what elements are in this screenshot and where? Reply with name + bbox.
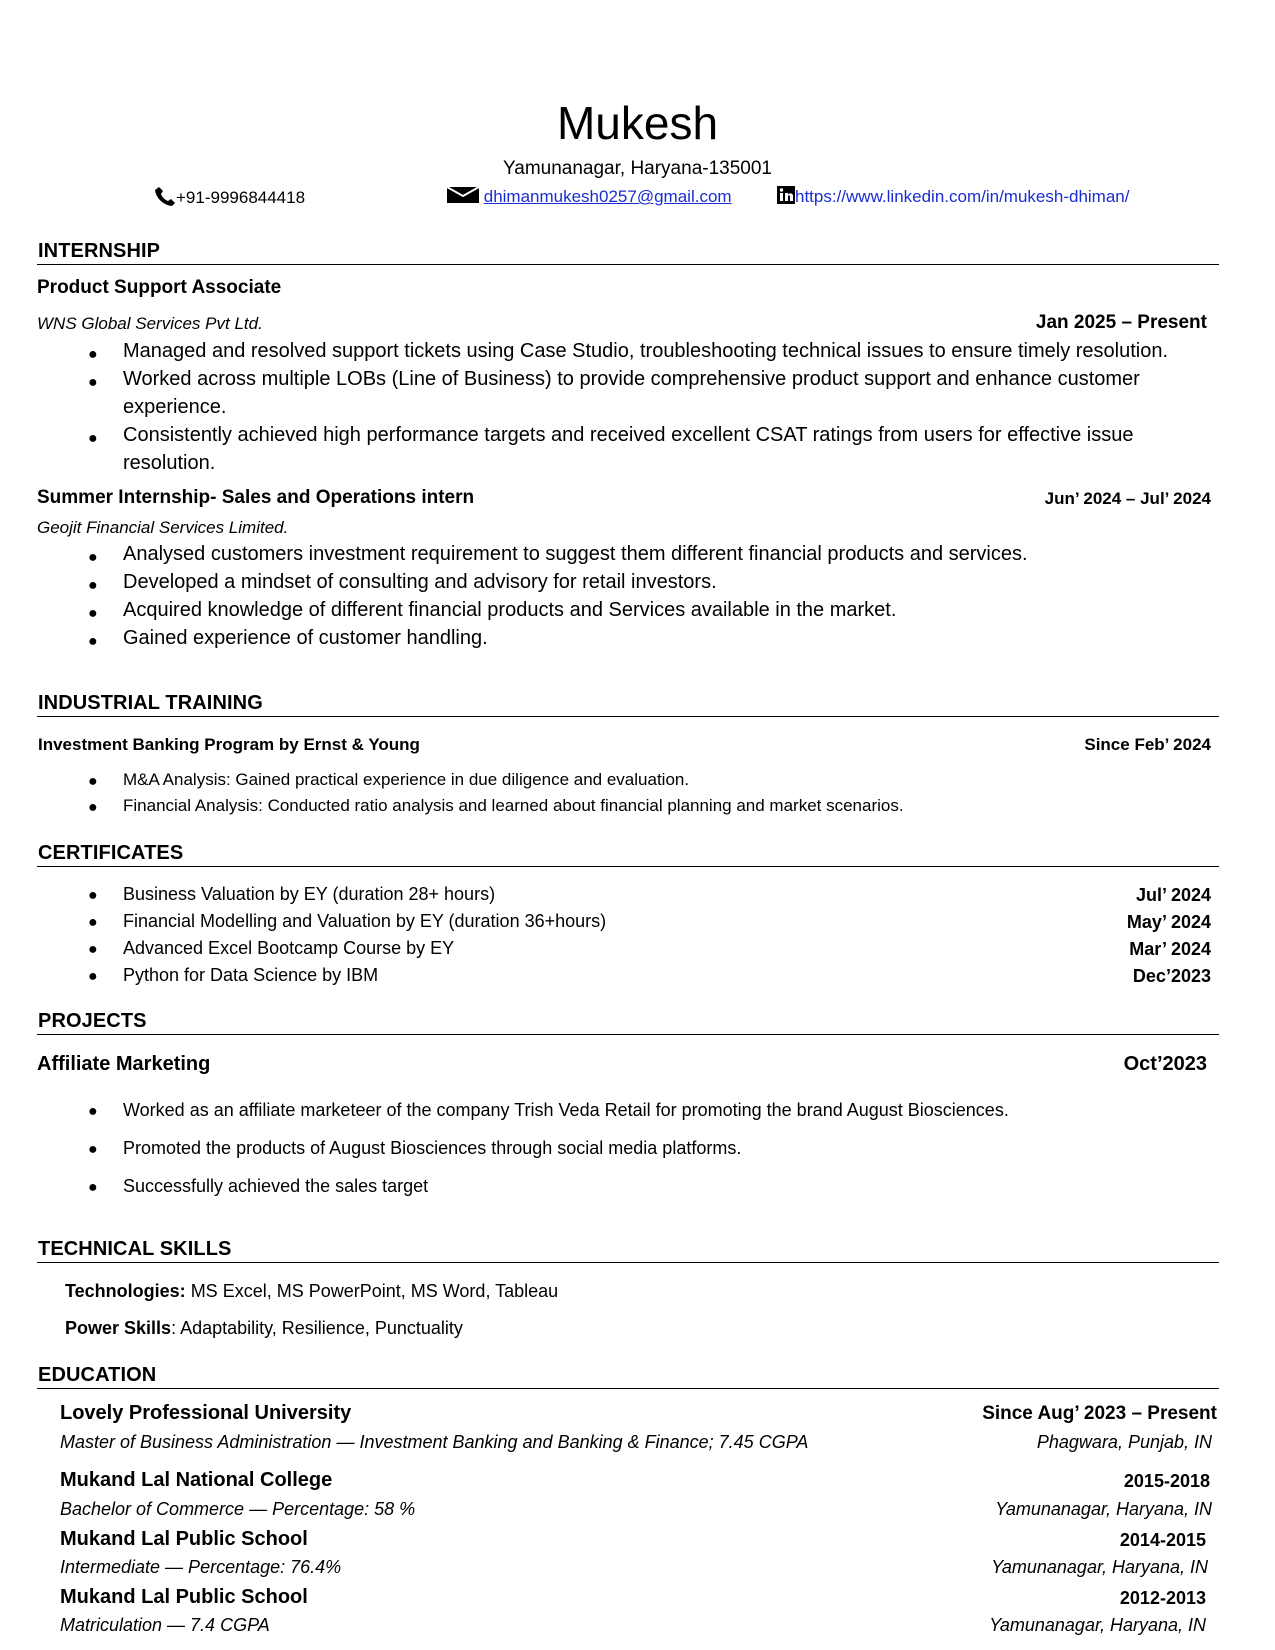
edu-degree: Matriculation — 7.4 CGPA bbox=[60, 1615, 270, 1635]
job-date: Jun’ 2024 – Jul’ 2024 bbox=[1044, 489, 1211, 508]
skills-power-label: Power Skills bbox=[65, 1318, 172, 1338]
certificate-name: Financial Modelling and Valuation by EY (duration 36+hours) bbox=[123, 911, 607, 931]
project-name: Affiliate Marketing bbox=[37, 1053, 211, 1075]
training-heading: INDUSTRIAL TRAINING bbox=[38, 692, 263, 714]
edu-location: Yamunanagar, Haryana, IN bbox=[991, 1557, 1208, 1577]
job-bullet: Analysed customers investment requirement to suggest them different financial products and services. bbox=[123, 543, 1028, 565]
job-bullet: Developed a mindset of consulting and advisory for retail investors. bbox=[123, 571, 717, 593]
edu-location: Yamunanagar, Haryana, IN bbox=[989, 1615, 1206, 1635]
project-date: Oct’2023 bbox=[1123, 1053, 1207, 1075]
certificate-date: Dec’2023 bbox=[1132, 966, 1211, 986]
section-divider bbox=[37, 1034, 1219, 1035]
phone-icon bbox=[154, 186, 176, 211]
job-bullet: Gained experience of customer handling. bbox=[123, 627, 488, 649]
skills-technologies bbox=[65, 1281, 558, 1302]
education-heading: EDUCATION bbox=[38, 1364, 157, 1386]
edu-location: Phagwara, Punjab, IN bbox=[1036, 1432, 1212, 1452]
section-divider bbox=[37, 866, 1219, 867]
certificates-heading: CERTIFICATES bbox=[38, 842, 184, 864]
address: Yamunanagar, Haryana-135001 bbox=[502, 158, 772, 179]
bullet: ● bbox=[88, 968, 98, 985]
skills-tech-label: Technologies: bbox=[65, 1281, 186, 1301]
bullet: ● bbox=[88, 577, 98, 594]
edu-institution: Mukand Lal Public School bbox=[60, 1586, 308, 1608]
bullet: ● bbox=[88, 914, 98, 931]
skills-tech-value: MS Excel, MS PowerPoint, MS Word, Tableau bbox=[185, 1281, 559, 1301]
job-bullet: Acquired knowledge of different financial products and Services available in the market. bbox=[123, 599, 897, 621]
section-divider bbox=[37, 716, 1219, 717]
job-bullet: Consistently achieved high performance targets and received excellent CSAT ratings from users for effective issue bbox=[123, 424, 1134, 446]
edu-location: Yamunanagar, Haryana, IN bbox=[995, 1499, 1212, 1519]
bullet: ● bbox=[88, 941, 98, 958]
certificate-date: May’ 2024 bbox=[1126, 912, 1211, 932]
job-role: Summer Internship- Sales and Operations intern bbox=[37, 487, 475, 508]
bullet: ● bbox=[88, 633, 98, 650]
envelope-icon bbox=[447, 186, 479, 209]
bullet: ● bbox=[88, 1179, 98, 1196]
section-divider bbox=[37, 1388, 1219, 1389]
edu-degree: Master of Business Administration — Investment Banking and Banking & Finance; 7.45 CGPA bbox=[60, 1432, 809, 1452]
training-bullet: Financial Analysis: Conducted ratio analysis and learned about financial planning and market scenarios. bbox=[123, 796, 904, 815]
bullet: ● bbox=[88, 346, 98, 363]
job-bullet: resolution. bbox=[123, 452, 216, 474]
skills-power-value: : Adaptability, Resilience, Punctuality bbox=[171, 1318, 463, 1338]
job-company: Geojit Financial Services Limited. bbox=[37, 518, 289, 537]
projects-heading: PROJECTS bbox=[38, 1010, 147, 1032]
linkedin-contact[interactable] bbox=[777, 186, 1129, 209]
certificate-date: Mar’ 2024 bbox=[1129, 939, 1211, 959]
edu-date: 2012-2013 bbox=[1119, 1588, 1206, 1608]
certificate-name: Python for Data Science by IBM bbox=[123, 965, 379, 985]
bullet: ● bbox=[88, 1103, 98, 1120]
bullet: ● bbox=[88, 1141, 98, 1158]
email-link[interactable]: dhimanmukesh0257@gmail.com bbox=[483, 186, 732, 206]
edu-date: 2015-2018 bbox=[1123, 1471, 1210, 1491]
resume-name: Mukesh bbox=[556, 97, 719, 149]
job-role: Product Support Associate bbox=[37, 277, 282, 298]
skills-power bbox=[65, 1318, 463, 1339]
bullet: ● bbox=[88, 549, 98, 566]
bullet: ● bbox=[88, 773, 98, 790]
phone-number: +91-9996844418 bbox=[176, 187, 306, 207]
certificate-date: Jul’ 2024 bbox=[1135, 885, 1211, 905]
edu-date: 2014-2015 bbox=[1119, 1530, 1206, 1550]
bullet: ● bbox=[88, 799, 98, 816]
edu-date: Since Aug’ 2023 – Present bbox=[982, 1403, 1217, 1424]
job-bullet: Worked across multiple LOBs (Line of Business) to provide comprehensive product support and enhance customer bbox=[123, 368, 1140, 390]
bullet: ● bbox=[88, 430, 98, 447]
bullet: ● bbox=[88, 605, 98, 622]
certificate-name: Advanced Excel Bootcamp Course by EY bbox=[123, 938, 455, 958]
skills-heading: TECHNICAL SKILLS bbox=[38, 1238, 232, 1260]
edu-institution: Lovely Professional University bbox=[60, 1402, 352, 1424]
training-program: Investment Banking Program by Ernst & Young bbox=[38, 735, 420, 754]
job-bullet: experience. bbox=[123, 396, 227, 418]
job-date: Jan 2025 – Present bbox=[1035, 312, 1207, 333]
job-company: WNS Global Services Pvt Ltd. bbox=[37, 314, 263, 333]
phone-contact bbox=[154, 186, 305, 211]
linkedin-link[interactable]: https://www.linkedin.com/in/mukesh-dhiman/ bbox=[795, 186, 1130, 206]
certificate-name: Business Valuation by EY (duration 28+ hours) bbox=[123, 884, 496, 904]
edu-degree: Bachelor of Commerce — Percentage: 58 % bbox=[60, 1499, 416, 1519]
project-bullet: Successfully achieved the sales target bbox=[123, 1176, 429, 1196]
project-bullet: Worked as an affiliate marketeer of the company Trish Veda Retail for promoting the brand August Biosciences. bbox=[123, 1100, 1009, 1120]
email-contact[interactable] bbox=[447, 186, 732, 209]
section-divider bbox=[37, 264, 1219, 265]
training-bullet: M&A Analysis: Gained practical experience in due diligence and evaluation. bbox=[123, 770, 690, 789]
edu-degree: Intermediate — Percentage: 76.4% bbox=[60, 1557, 342, 1577]
internship-heading: INTERNSHIP bbox=[38, 240, 161, 262]
edu-institution: Mukand Lal National College bbox=[60, 1469, 333, 1491]
bullet: ● bbox=[88, 887, 98, 904]
section-divider bbox=[37, 1262, 1219, 1263]
job-bullet: Managed and resolved support tickets using Case Studio, troubleshooting technical issues to ensure timely resolution. bbox=[123, 340, 1169, 362]
training-date: Since Feb’ 2024 bbox=[1084, 735, 1211, 754]
linkedin-icon bbox=[777, 186, 795, 209]
bullet: ● bbox=[88, 374, 98, 391]
edu-institution: Mukand Lal Public School bbox=[60, 1528, 308, 1550]
project-bullet: Promoted the products of August Biosciences through social media platforms. bbox=[123, 1138, 742, 1158]
